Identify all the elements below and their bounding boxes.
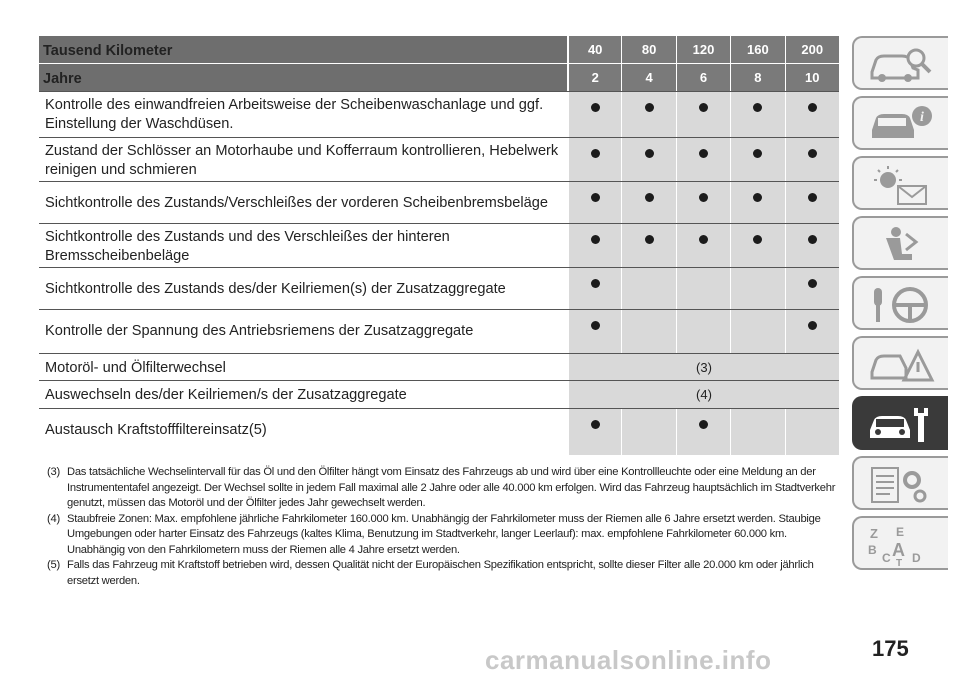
index-letter: B (868, 543, 877, 557)
footnote-text: Falls das Fahrzeug mit Kraftstoff betrieben wird, dessen Qualität nicht der Europäischen Spezifikation entspricht, sollte dieser Filter alle 20.000 km oder jährlich ersetzt werden. (67, 559, 814, 587)
year-col: 4 (621, 64, 675, 91)
chapter-sidebar (852, 36, 948, 576)
check-dot (591, 279, 600, 288)
footnote (47, 558, 837, 589)
check-dot (808, 103, 817, 112)
tab-car-search[interactable] (852, 36, 948, 90)
footnote (47, 465, 837, 512)
year-col: 8 (730, 64, 784, 91)
check-dot (645, 193, 654, 202)
check-dot (645, 149, 654, 158)
check-dot (699, 103, 708, 112)
check-dot (753, 149, 762, 158)
warning-light-message-icon (866, 164, 936, 206)
km-col: 80 (621, 36, 675, 63)
tab-warning-lights[interactable] (852, 156, 948, 210)
km-col: 120 (676, 36, 730, 63)
check-dot (645, 103, 654, 112)
tab-safety[interactable] (852, 216, 948, 270)
check-dot (645, 235, 654, 244)
car-service-icon (866, 404, 936, 446)
km-col: 200 (785, 36, 839, 63)
index-letter: E (896, 525, 905, 539)
check-dot (699, 235, 708, 244)
row-label: Austausch Kraftstofffiltereinsatz(5) (45, 422, 267, 438)
km-col: 40 (567, 36, 621, 63)
tab-emergency[interactable] (852, 336, 948, 390)
table-row (39, 381, 839, 409)
tab-car-info[interactable] (852, 96, 948, 150)
check-dot (808, 321, 817, 330)
car-breakdown-icon (866, 344, 936, 386)
footnotes (47, 465, 837, 589)
check-dot (808, 149, 817, 158)
check-dot (753, 235, 762, 244)
index-letter: D (912, 551, 921, 565)
check-dot (699, 149, 708, 158)
table-row (39, 354, 839, 381)
row-label: Kontrolle der Spannung des Antriebsriemens der Zusatzaggregate (45, 323, 474, 339)
airbag-seat-icon (866, 224, 936, 266)
table-row (39, 310, 839, 354)
row-label: Kontrolle des einwandfreien Arbeitsweise der Scheibenwaschanlage und ggf. Einstellung der Waschdüsen. (45, 97, 544, 132)
check-dot (591, 149, 600, 158)
km-col: 160 (730, 36, 784, 63)
check-dot (591, 235, 600, 244)
row-label: Sichtkontrolle des Zustands und des Verschleißes der hinteren Bremsscheibenbeläge (45, 229, 450, 264)
year-col: 2 (567, 64, 621, 91)
table-row (39, 182, 839, 224)
check-dot (808, 279, 817, 288)
index-letter: A (892, 540, 905, 560)
check-dot (808, 235, 817, 244)
check-dot (753, 103, 762, 112)
maintenance-table (39, 36, 839, 455)
table-row (39, 224, 839, 268)
check-dot (699, 420, 708, 429)
footnote-ref: (3) (567, 354, 839, 380)
specs-gear-icon (866, 464, 936, 506)
tab-starting-driving[interactable] (852, 276, 948, 330)
footnote (47, 512, 837, 559)
tab-technical-data[interactable] (852, 456, 948, 510)
table-row (39, 92, 839, 138)
footnote-number: (3) (47, 466, 60, 478)
row-label: Sichtkontrolle des Zustands des/der Keilriemen(s) der Zusatzaggregate (45, 281, 506, 297)
row-label: Auswechseln des/der Keilriemen/s der Zusatzaggregate (45, 387, 407, 403)
year-col: 6 (676, 64, 730, 91)
tab-service-maintenance[interactable] (852, 396, 948, 450)
km-header-label: Tausend Kilometer (43, 43, 173, 59)
check-dot (699, 193, 708, 202)
index-letter: C (882, 551, 891, 565)
footnote-ref: (4) (567, 381, 839, 408)
table-row (39, 138, 839, 182)
footnote-number: (5) (47, 559, 60, 571)
row-label: Zustand der Schlösser an Motorhaube und Kofferraum kontrollieren, Hebelwerk reinigen und schmieren (45, 143, 559, 178)
index-letter: T (896, 558, 903, 566)
row-label: Motoröl- und Ölfilterwechsel (45, 360, 226, 376)
table-row (39, 409, 839, 455)
header-row-km (39, 36, 839, 64)
header-row-years (39, 64, 839, 92)
year-col: 10 (785, 64, 839, 91)
page-number: 175 (872, 636, 909, 661)
index-letter: Z (870, 526, 878, 541)
footnote-text: Das tatsächliche Wechselintervall für das Öl und den Ölfilter hängt vom Einsatz des Fahrzeugs ab und wird über eine Kontrollleuchte oder eine Meldung an der Instrumententafel angezeigt. Der Wechsel sollte in jedem Fall maximal alle 2 Jahre oder alle 40.000 km erfolgen. Wird das Fahrzeug hauptsächlich im Stadtverkehr genutzt, müssen das Motoröl und der Ölfilter jedes Jahr gewechselt werden. (67, 466, 836, 509)
alphabetical-index-icon (866, 524, 936, 566)
key-steering-wheel-icon (866, 284, 936, 326)
check-dot (591, 103, 600, 112)
check-dot (808, 193, 817, 202)
row-label: Sichtkontrolle des Zustands/Verschleißes der vorderen Scheibenbremsbeläge (45, 195, 548, 211)
table-row (39, 268, 839, 310)
watermark: carmanualsonline.info (485, 645, 772, 675)
check-dot (591, 420, 600, 429)
car-search-icon (866, 44, 936, 86)
footnote-text: Staubfreie Zonen: Max. empfohlene jährliche Fahrkilometer 160.000 km. Unabhängig der Fahrkilometer muss der Riemen alle 6 Jahre ersetzt werden. Staubige Umgebungen oder harter Einsatz des Fahrzeugs (kaltes Klima, Benutzung im Stadtverkehr, langer Leerlauf): max. empfohlene Fahrkilometer 60.000 km. Unabhängig von den Fahrkilometern muss der Riemen alle 4 Jahre ersetzt werden. (67, 512, 821, 556)
years-header-label: Jahre (43, 71, 82, 87)
check-dot (591, 193, 600, 202)
footnote-number: (4) (47, 512, 60, 525)
svg-text:i: i (920, 110, 924, 125)
check-dot (753, 193, 762, 202)
check-dot (591, 321, 600, 330)
car-info-icon (866, 104, 936, 146)
tab-index[interactable] (852, 516, 948, 570)
